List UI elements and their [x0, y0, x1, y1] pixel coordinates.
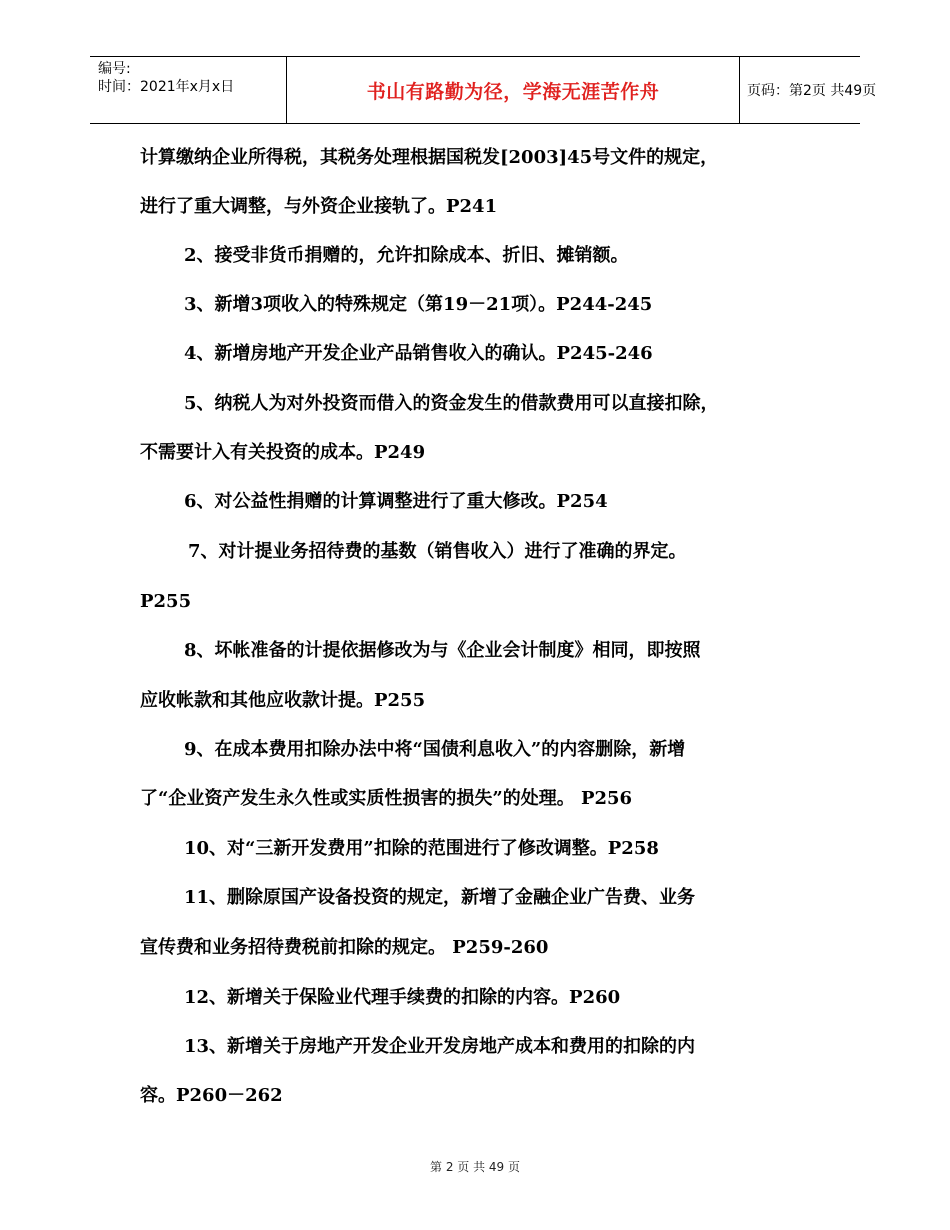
body-line: 8、坏帐准备的计提依据修改为与《企业会计制度》相同，即按照: [184, 640, 701, 661]
body-line: 11、删除原国产设备投资的规定，新增了金融企业广告费、业务: [184, 887, 696, 908]
body-line: 3、新增3项收入的特殊规定（第19－21项）。P244-245: [184, 294, 653, 315]
body-line: 5、纳税人为对外投资而借入的资金发生的借款费用可以直接扣除，: [184, 393, 719, 414]
body-line: 6、对公益性捐赠的计算调整进行了重大修改。P254: [184, 491, 608, 512]
body-line: 了“企业资产发生永久性或实质性损害的损失”的处理。 P256: [140, 788, 633, 809]
page-header: [90, 56, 877, 124]
header-motto-cell: [286, 57, 740, 123]
number-label: 编号:: [98, 61, 131, 77]
body-line: 应收帐款和其他应收款计提。P255: [140, 690, 426, 711]
page-footer: 第 2 页 共 49 页: [430, 1160, 520, 1174]
motto-text: 书山有路勤为径，学海无涯苦作舟: [366, 80, 660, 103]
body-line: 7、对计提业务招待费的基数（销售收入）进行了准确的界定。: [188, 541, 687, 562]
body-line: 计算缴纳企业所得税，其税务处理根据国税发[2003]45号文件的规定，: [140, 147, 719, 168]
body-line: 4、新增房地产开发企业产品销售收入的确认。P245-246: [184, 343, 653, 364]
body-line: P255: [140, 591, 192, 612]
body-line: 宣传费和业务招待费税前扣除的规定。 P259-260: [140, 937, 549, 958]
body-line: 12、新增关于保险业代理手续费的扣除的内容。P260: [184, 987, 621, 1008]
body-line: 10、对“三新开发费用”扣除的范围进行了修改调整。P258: [184, 838, 659, 859]
body-line: 9、在成本费用扣除办法中将“国债利息收入”的内容删除，新增: [184, 739, 686, 760]
time-label: 时间：2021年x月x日: [98, 79, 235, 95]
body-line: 13、新增关于房地产开发企业开发房地产成本和费用的扣除的内: [184, 1036, 696, 1057]
body-line: 容。P260－262: [140, 1085, 283, 1106]
header-meta-cell: [90, 57, 286, 123]
page-info: 页码：第2页 共49页: [747, 83, 877, 99]
body-line: 进行了重大调整，与外资企业接轨了。P241: [140, 196, 498, 217]
body-line: 不需要计入有关投资的成本。P249: [140, 442, 426, 463]
body-line: 2、接受非货币捐赠的，允许扣除成本、折旧、摊销额。: [184, 245, 629, 266]
header-page-cell: [739, 57, 877, 123]
